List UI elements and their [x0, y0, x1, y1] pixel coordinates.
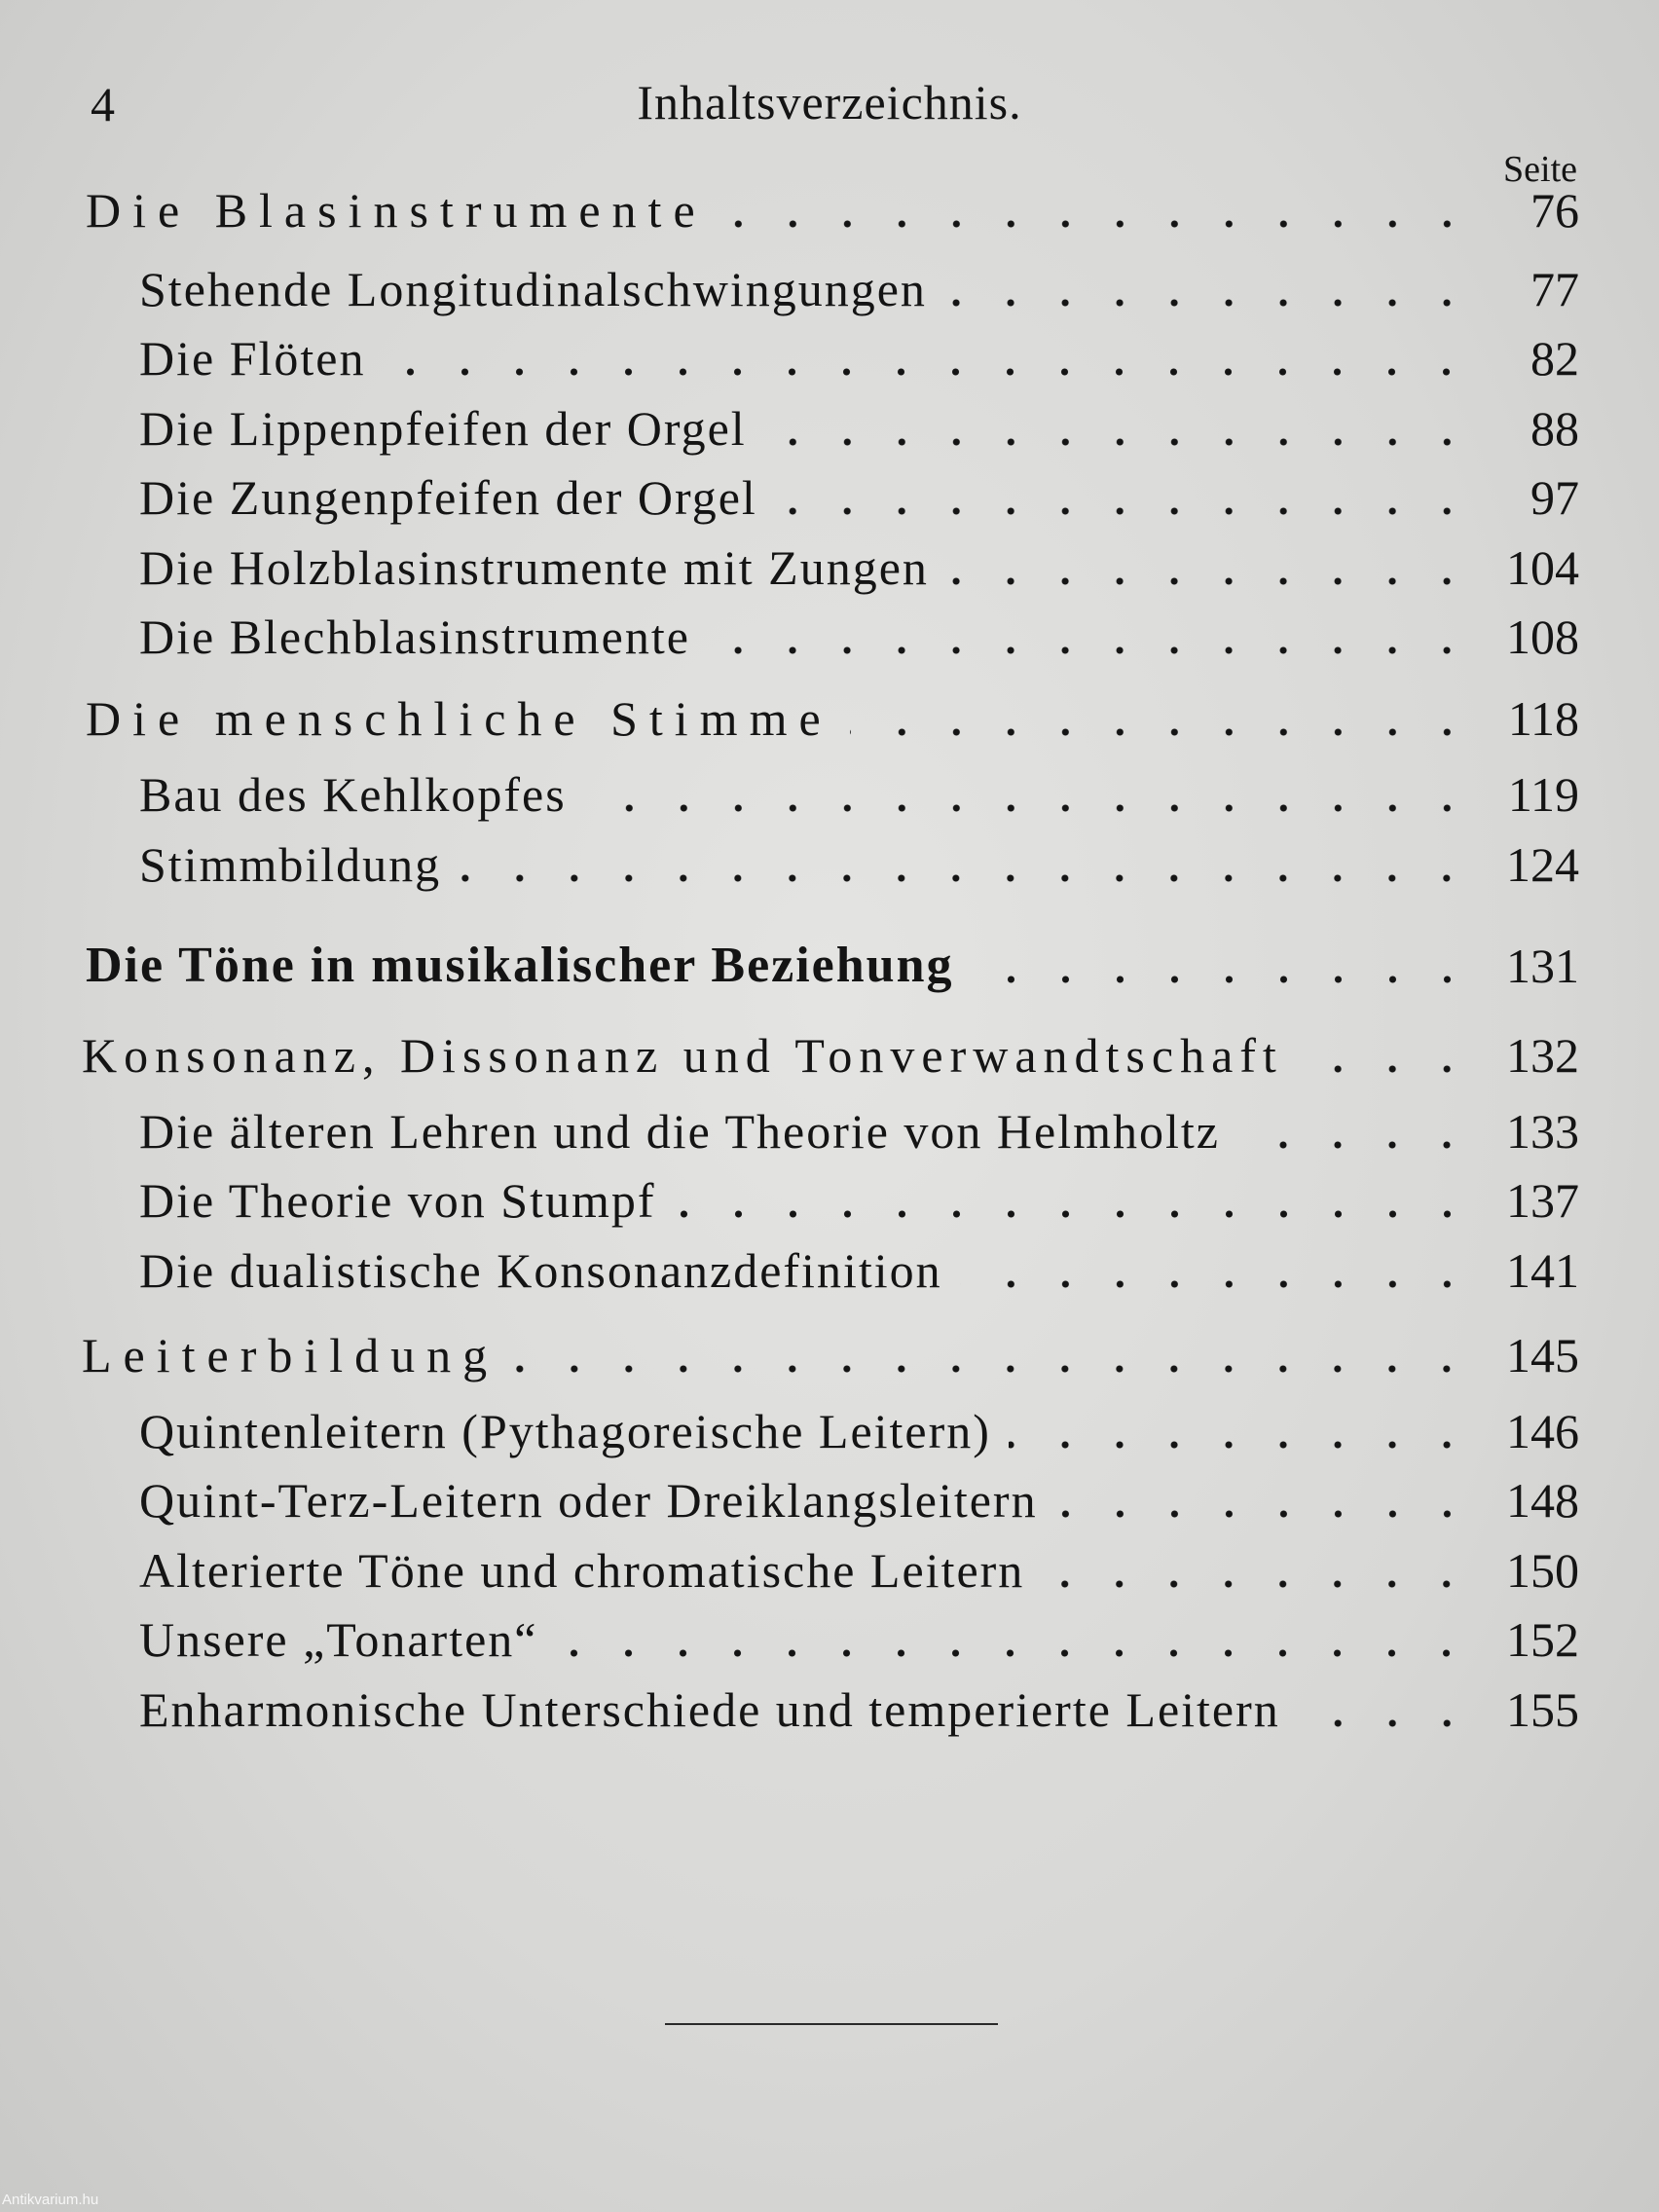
toc-entry-page: 146 [1506, 1404, 1579, 1458]
toc-entry-subsection [0, 1678, 1579, 1741]
toc-entry-page: 145 [1506, 1328, 1579, 1382]
toc-entry-page: 155 [1506, 1682, 1579, 1737]
toc-entry-title: Leiterbildung [82, 1328, 499, 1382]
dot-leader [584, 804, 1474, 812]
toc-entry-section [0, 687, 1579, 750]
toc-entry-subsection [0, 1608, 1579, 1671]
toc-entry-title: Enharmonische Unterschiede und temperierte Leitern [139, 1682, 1280, 1737]
toc-entry-page: 150 [1506, 1543, 1579, 1598]
toc-entry-subsection [0, 606, 1579, 668]
toc-entry-subsection [0, 1469, 1579, 1531]
dot-leader [674, 1210, 1475, 1218]
dot-leader [1237, 1141, 1474, 1149]
toc-entry-title: Quintenleitern (Pythagoreische Leitern) [139, 1404, 991, 1458]
toc-entry-title: Die menschliche Stimme [86, 691, 832, 746]
toc-entry-title: Konsonanz, Dissonanz und Tonverwandtschaft [82, 1028, 1283, 1083]
dot-leader [383, 368, 1474, 376]
toc-entry-page: 88 [1530, 401, 1579, 456]
dot-leader [944, 299, 1474, 307]
dot-leader [555, 1649, 1474, 1657]
dot-leader [972, 976, 1474, 983]
toc-entry-subsection [0, 1239, 1579, 1302]
toc-entry-title: Quint-Terz-Leitern oder Dreiklangsleitern [139, 1473, 1038, 1528]
toc-entry-page: 97 [1530, 470, 1579, 525]
dot-leader [775, 507, 1474, 515]
running-title: Inhaltsverzeichnis. [637, 75, 1022, 129]
toc-entry-subsection [0, 1169, 1579, 1232]
toc-entry-title: Alterierte Töne und chromatische Leitern [139, 1543, 1025, 1598]
toc-entry-page: 132 [1506, 1028, 1579, 1083]
toc-entry-title: Die Holzblasinstrumente mit Zungen [139, 540, 929, 595]
toc-entry-title: Die Töne in musikalischer Beziehung [86, 938, 954, 993]
toc-entry-page: 133 [1506, 1104, 1579, 1159]
dot-leader [1055, 1510, 1474, 1518]
toc-entry-title: Unsere „Tonarten“ [139, 1612, 538, 1667]
toc-entry-subsection [0, 1539, 1579, 1602]
toc-entry-part [0, 935, 1579, 997]
toc-entry-page: 148 [1506, 1473, 1579, 1528]
toc-entry-title: Stehende Longitudinalschwingungen [139, 262, 927, 316]
toc-entry-page: 141 [1506, 1243, 1579, 1298]
toc-entry-subsection [0, 327, 1579, 389]
dot-leader [1301, 1065, 1474, 1073]
toc-entry-title: Die dualistische Konsonanzdefinition [139, 1243, 942, 1298]
toc-entry-subsection [0, 1400, 1579, 1462]
toc-entry-subsection [0, 397, 1579, 460]
page-number: 4 [91, 77, 115, 131]
toc-entry-title: Bau des Kehlkopfes [139, 767, 567, 822]
dot-leader [724, 220, 1474, 228]
dot-leader [946, 577, 1474, 585]
toc-entry-page: 104 [1506, 540, 1579, 595]
toc-entry-section [0, 179, 1579, 241]
dot-leader [1298, 1719, 1474, 1727]
dot-leader [459, 874, 1474, 882]
dot-leader [516, 1365, 1474, 1373]
toc-entry-title: Die Flöten [139, 331, 366, 386]
dot-leader [1009, 1441, 1474, 1449]
toc-entry-page: 131 [1506, 939, 1579, 993]
dot-leader [960, 1280, 1474, 1288]
toc-entry-page: 82 [1530, 331, 1579, 386]
toc-entry-page: 77 [1530, 262, 1579, 316]
toc-entry-title: Die Lippenpfeifen der Orgel [139, 401, 747, 456]
toc-entry-subsection [0, 258, 1579, 320]
toc-entry-subsection [0, 536, 1579, 599]
toc-entry-page: 124 [1506, 837, 1579, 892]
dot-leader [850, 728, 1474, 736]
toc-entry-page: 118 [1507, 691, 1579, 746]
closing-rule [665, 2023, 998, 2025]
toc-entry-title: Die Blechblasinstrumente [139, 609, 690, 664]
toc-entry-section [0, 1324, 1579, 1386]
page-column-label: Seite [1503, 149, 1577, 190]
toc-entry-section [0, 1024, 1579, 1087]
toc-entry-subsection [0, 1100, 1579, 1162]
toc-entry-page: 137 [1506, 1173, 1579, 1228]
dot-leader [764, 438, 1474, 446]
toc-entry-page: 108 [1506, 609, 1579, 664]
toc-entry-title: Die Zungenpfeifen der Orgel [139, 470, 757, 525]
dot-leader [1042, 1580, 1474, 1588]
toc-entry-title: Die Theorie von Stumpf [139, 1173, 656, 1228]
toc-entry-subsection [0, 833, 1579, 896]
dot-leader [708, 646, 1474, 654]
watermark-text: Antikvarium.hu [2, 2192, 99, 2208]
toc-entry-subsection [0, 763, 1579, 826]
toc-entry-page: 152 [1506, 1612, 1579, 1667]
toc-entry-title: Stimmbildung [139, 837, 442, 892]
toc-entry-title: Die älteren Lehren und die Theorie von Helmholtz [139, 1104, 1220, 1159]
toc-entry-subsection [0, 466, 1579, 529]
toc-entry-title: Die Blasinstrumente [86, 183, 707, 238]
toc-entry-page: 119 [1507, 767, 1579, 822]
toc-entry-page: 76 [1530, 183, 1579, 238]
